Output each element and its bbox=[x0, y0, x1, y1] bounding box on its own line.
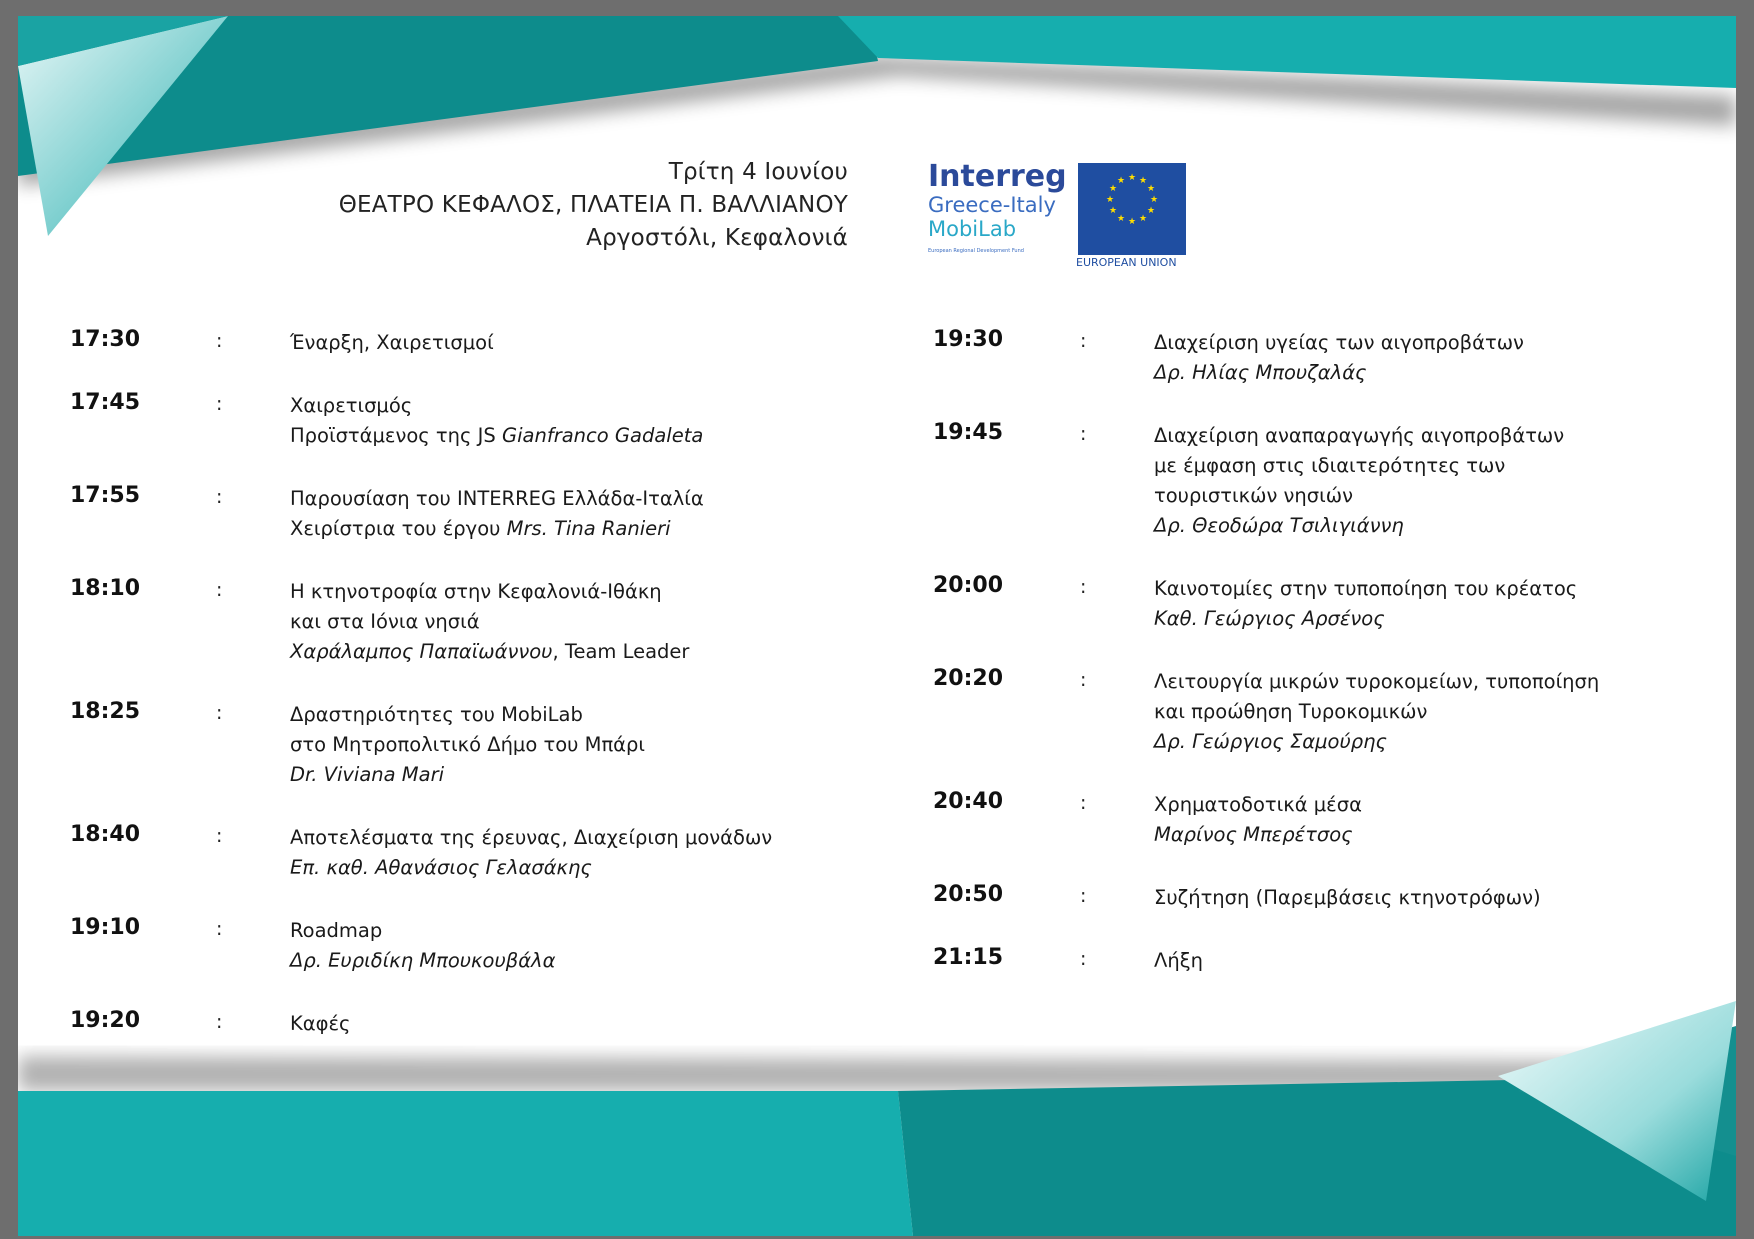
description-line bbox=[290, 637, 689, 667]
schedule-description bbox=[290, 700, 645, 790]
schedule-separator: : bbox=[216, 918, 223, 940]
schedule-separator: : bbox=[1080, 669, 1087, 691]
line-text: και προώθηση Τυροκομικών bbox=[1154, 700, 1428, 723]
description-line bbox=[290, 391, 703, 421]
svg-text:★: ★ bbox=[1149, 195, 1159, 205]
line-text: και στα Ιόνια νησιά bbox=[290, 610, 480, 633]
event-date: Τρίτη 4 Ιουνίου bbox=[668, 159, 848, 185]
description-line bbox=[1154, 574, 1577, 604]
description-line bbox=[1154, 697, 1599, 727]
line-text: Χειρίστρια του έργου bbox=[290, 517, 507, 540]
description-line bbox=[1154, 358, 1524, 388]
svg-text:★: ★ bbox=[1116, 214, 1126, 224]
event-venue: ΘΕΑΤΡΟ ΚΕΦΑΛΟΣ, ΠΛΑΤΕΙΑ Π. ΒΑΛΛΙΑΝΟΥ bbox=[338, 192, 848, 218]
line-text: Χαιρετισμός bbox=[290, 394, 413, 417]
schedule-separator: : bbox=[216, 1011, 223, 1033]
line-text: Χρηματοδοτικά μέσα bbox=[1154, 793, 1362, 816]
schedule-time: 18:10 bbox=[70, 576, 141, 601]
speaker-name: Χαράλαμπος Παπαϊωάννου bbox=[290, 640, 553, 663]
schedule-separator: : bbox=[216, 579, 223, 601]
line-text: Δραστηριότητες του MobiLab bbox=[290, 703, 583, 726]
schedule-separator: : bbox=[216, 702, 223, 724]
line-text: Συζήτηση (Παρεμβάσεις κτηνοτρόφων) bbox=[1154, 886, 1541, 909]
svg-text:★: ★ bbox=[1138, 176, 1148, 186]
schedule-time: 20:20 bbox=[933, 666, 1004, 691]
svg-text:★: ★ bbox=[1138, 214, 1148, 224]
schedule-time: 19:45 bbox=[933, 420, 1004, 445]
line-text: Η κτηνοτροφία στην Κεφαλονιά-Ιθάκη bbox=[290, 580, 662, 603]
description-line bbox=[1154, 328, 1524, 358]
description-line bbox=[290, 577, 689, 607]
schedule-separator: : bbox=[216, 393, 223, 415]
schedule-time: 17:30 bbox=[70, 327, 141, 352]
schedule-separator: : bbox=[216, 330, 223, 352]
schedule-separator: : bbox=[216, 825, 223, 847]
schedule-separator: : bbox=[1080, 948, 1087, 970]
line-text: Διαχείριση υγείας των αιγοπροβάτων bbox=[1154, 331, 1524, 354]
description-line bbox=[290, 1009, 351, 1039]
speaker-name: Μαρίνος Μπερέτσος bbox=[1154, 823, 1353, 846]
schedule-description bbox=[1154, 574, 1577, 634]
schedule-time: 19:10 bbox=[70, 915, 141, 940]
program-name: Greece-Italy bbox=[928, 193, 1056, 217]
svg-text:★: ★ bbox=[1127, 173, 1137, 183]
svg-text:★: ★ bbox=[1146, 206, 1156, 216]
schedule-description bbox=[290, 391, 703, 451]
description-line bbox=[1154, 667, 1599, 697]
line-text: Παρουσίαση του INTERREG Ελλάδα-Ιταλία bbox=[290, 487, 704, 510]
schedule-description bbox=[290, 577, 689, 667]
schedule-description bbox=[290, 1009, 351, 1039]
svg-text:★: ★ bbox=[1105, 195, 1115, 205]
speaker-name: Καθ. Γεώργιος Αρσένος bbox=[1154, 607, 1385, 630]
fund-name: European Regional Development Fund bbox=[928, 248, 1024, 254]
speaker-name: Dr. Viviana Mari bbox=[290, 763, 445, 786]
schedule-time: 20:40 bbox=[933, 789, 1004, 814]
description-line bbox=[1154, 511, 1564, 541]
line-text: Αποτελέσματα της έρευνας, Διαχείριση μονάδων bbox=[290, 826, 773, 849]
description-line bbox=[1154, 790, 1362, 820]
schedule-description bbox=[290, 916, 555, 976]
schedule-time: 20:50 bbox=[933, 882, 1004, 907]
svg-text:★: ★ bbox=[1108, 206, 1118, 216]
line-text: Έναρξη, Χαιρετισμοί bbox=[290, 331, 494, 354]
schedule-separator: : bbox=[1080, 885, 1087, 907]
line-text: Προϊστάμενος της JS bbox=[290, 424, 503, 447]
description-line bbox=[1154, 727, 1599, 757]
schedule-time: 18:25 bbox=[70, 699, 141, 724]
line-text: Καινοτομίες στην τυποποίηση του κρέατος bbox=[1154, 577, 1578, 600]
speaker-name: Gianfranco Gadaleta bbox=[502, 424, 704, 447]
schedule-description bbox=[1154, 328, 1524, 388]
schedule-time: 18:40 bbox=[70, 822, 141, 847]
description-line bbox=[290, 916, 555, 946]
description-line bbox=[290, 946, 555, 976]
bottom-band-left bbox=[18, 1091, 913, 1236]
speaker-name: Δρ. Θεοδώρα Τσιλιγιάννη bbox=[1154, 514, 1404, 537]
svg-text:★: ★ bbox=[1127, 217, 1137, 227]
svg-text:★: ★ bbox=[1146, 184, 1156, 194]
schedule-description bbox=[290, 823, 772, 883]
line-text: με έμφαση στις ιδιαιτερότητες των bbox=[1154, 454, 1506, 477]
eu-flag-icon bbox=[1078, 163, 1186, 255]
speaker-role: , Team Leader bbox=[552, 640, 690, 663]
event-location: Αργοστόλι, Κεφαλονιά bbox=[586, 225, 848, 251]
schedule-description bbox=[1154, 790, 1362, 850]
schedule-time: 21:15 bbox=[933, 945, 1004, 970]
interreg-wordmark: Interreg bbox=[928, 159, 1067, 194]
line-text: Roadmap bbox=[290, 919, 383, 942]
description-line bbox=[1154, 451, 1564, 481]
schedule-time: 17:55 bbox=[70, 483, 141, 508]
speaker-name: Δρ. Γεώργιος Σαμούρης bbox=[1154, 730, 1387, 753]
schedule-time: 20:00 bbox=[933, 573, 1004, 598]
line-text: Διαχείριση αναπαραγωγής αιγοπροβάτων bbox=[1154, 424, 1565, 447]
eu-label: EUROPEAN UNION bbox=[1076, 256, 1177, 269]
schedule-description bbox=[1154, 883, 1541, 913]
description-line bbox=[290, 853, 772, 883]
schedule-description bbox=[290, 328, 494, 358]
schedule-time: 19:30 bbox=[933, 327, 1004, 352]
description-line bbox=[290, 700, 645, 730]
svg-text:★: ★ bbox=[1116, 176, 1126, 186]
speaker-name: Δρ. Ευριδίκη Μπουκουβάλα bbox=[290, 949, 556, 972]
schedule-separator: : bbox=[216, 486, 223, 508]
eu-stars-icon bbox=[1078, 163, 1186, 243]
description-line bbox=[1154, 946, 1203, 976]
description-line bbox=[290, 823, 772, 853]
line-text: τουριστικών νησιών bbox=[1154, 484, 1353, 507]
speaker-name: Mrs. Tina Ranieri bbox=[506, 517, 671, 540]
description-line bbox=[1154, 604, 1577, 634]
svg-text:★: ★ bbox=[1108, 184, 1118, 194]
schedule-description bbox=[1154, 421, 1564, 541]
project-name: MobiLab bbox=[928, 217, 1017, 241]
line-text: Καφές bbox=[290, 1012, 351, 1035]
schedule-separator: : bbox=[1080, 792, 1087, 814]
interreg-eu-logo bbox=[928, 159, 1212, 273]
description-line bbox=[290, 514, 704, 544]
description-line bbox=[1154, 820, 1362, 850]
description-line bbox=[290, 760, 645, 790]
line-text: Λειτουργία μικρών τυροκομείων, τυποποίηση bbox=[1154, 670, 1600, 693]
schedule-separator: : bbox=[1080, 330, 1087, 352]
description-line bbox=[290, 328, 494, 358]
description-line bbox=[290, 730, 645, 760]
schedule-description bbox=[290, 484, 704, 544]
schedule-time: 17:45 bbox=[70, 390, 141, 415]
schedule-time: 19:20 bbox=[70, 1008, 141, 1033]
schedule-separator: : bbox=[1080, 423, 1087, 445]
speaker-name: Δρ. Ηλίας Μπουζαλάς bbox=[1154, 361, 1367, 384]
line-text: Λήξη bbox=[1154, 949, 1203, 972]
description-line bbox=[1154, 421, 1564, 451]
description-line bbox=[1154, 481, 1564, 511]
schedule-separator: : bbox=[1080, 576, 1087, 598]
description-line bbox=[290, 421, 703, 451]
speaker-name: Επ. καθ. Αθανάσιος Γελασάκης bbox=[290, 856, 592, 879]
description-line bbox=[1154, 883, 1541, 913]
line-text: στο Μητροπολιτικό Δήμο του Μπάρι bbox=[290, 733, 646, 756]
schedule-description bbox=[1154, 667, 1599, 757]
program-page bbox=[18, 16, 1736, 1236]
description-line bbox=[290, 607, 689, 637]
description-line bbox=[290, 484, 704, 514]
schedule-description bbox=[1154, 946, 1203, 976]
